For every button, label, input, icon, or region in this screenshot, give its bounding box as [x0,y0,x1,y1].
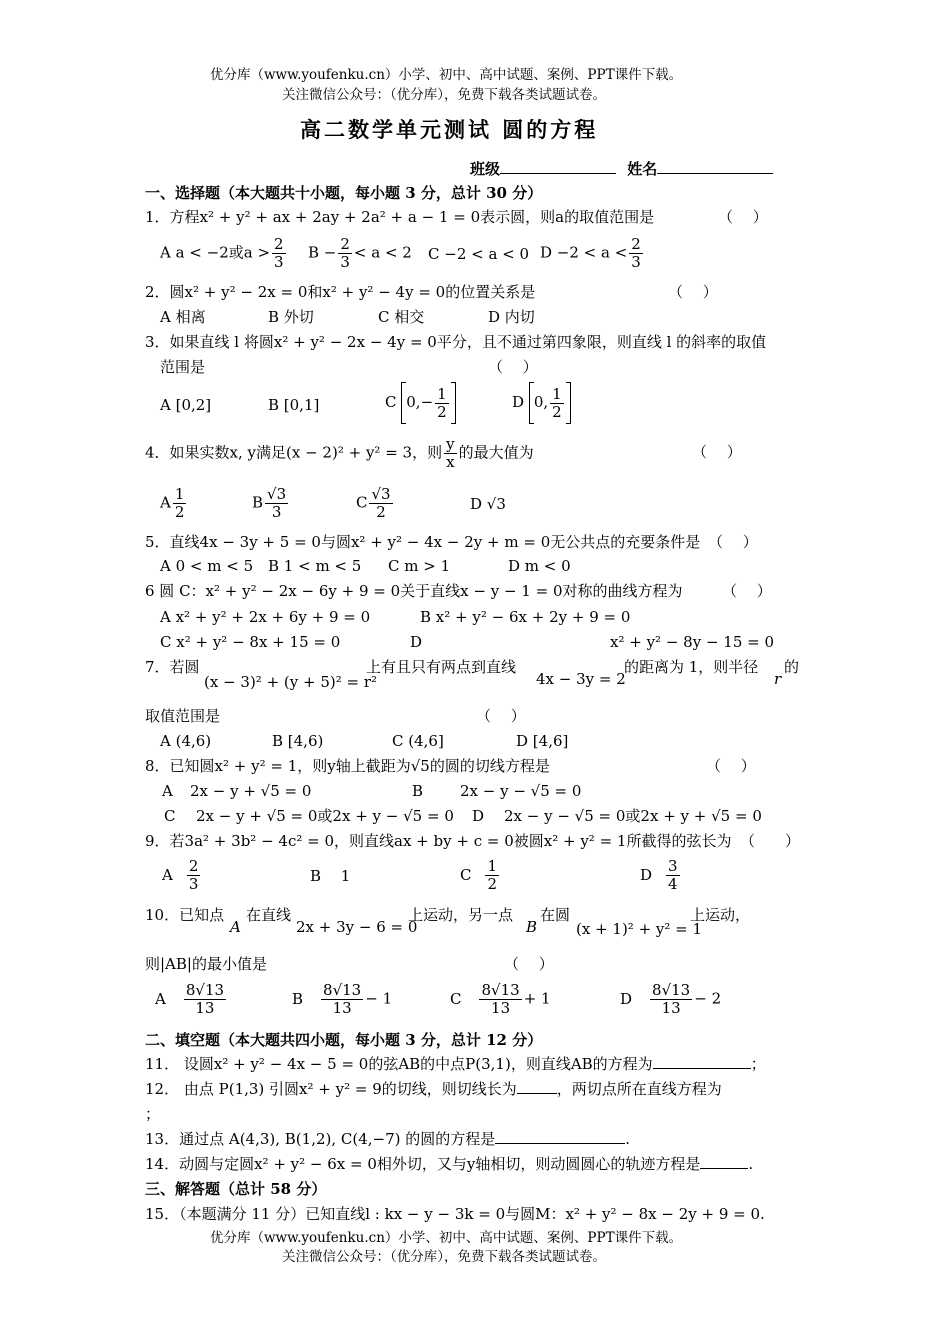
question-3-text: 3．如果直线 l 将圆x² + y² − 2x − 4y = 0平分，且不通过第四象限，则直线 l 的斜率的取值 [145,333,767,351]
q9a-pre: A [162,865,173,884]
question-10-option-d [620,982,721,1017]
q1a-num: 2 [274,235,284,253]
q13-end: . [625,1130,631,1148]
q3c-right-bracket [451,382,456,424]
q10a-num: 8√13 [185,981,225,999]
question-6-text: 6 圆 C：x² + y² − 2x − 6y + 9 = 0关于直线x − y − 1 = 0对称的曲线方程为 [145,582,683,600]
q14-end: . [748,1155,754,1173]
class-label: 班级 [470,160,501,178]
q9d-frac [666,858,680,893]
q3d-den: 2 [552,402,562,421]
question-10-t3: 上运动，另一点 [408,906,514,924]
question-7-line-eq: 4x − 3y = 2 [536,670,626,688]
q1b-num: 2 [340,235,350,253]
question-8-option-c-eq: 2x − y + √5 = 0或2x + y − √5 = 0 [196,807,454,825]
q1b-den: 3 [340,253,350,271]
question-4-option-a [160,486,188,521]
question-7-r: r [774,670,782,688]
section-2-heading: 二、填空题（本大题共四小题，每小题 3 分，总计 12 分） [145,1031,543,1049]
question-4-option-c [356,486,395,521]
q4b-frac [265,486,288,521]
question-5-answer-paren: （ ） [708,533,758,551]
question-3-option-b: B [0,1] [268,396,320,414]
question-2-text: 2．圆x² + y² − 2x = 0和x² + y² − 4y = 0的位置关系是 [145,283,536,301]
q11-text: 11． 设圆x² + y² − 4x − 5 = 0的弦AB的中点P(3,1)，则直线AB的方程为 [145,1055,653,1073]
q12-end: ； [145,1105,161,1123]
q10a-pre: A [155,989,166,1008]
q3d-right-bracket [566,382,571,424]
q3c-num: 1 [437,384,447,403]
question-10-t4: 在圆 [540,906,571,924]
question-8-option-b-eq: 2x − y − √5 = 0 [460,782,582,800]
question-10-line-eq: 2x + 3y − 6 = 0 [296,918,418,936]
question-4-option-d: D √3 [470,495,506,513]
q10c-den: 13 [491,999,511,1017]
q10d-pre: D [620,989,633,1008]
q10c-post: + 1 [523,989,551,1008]
q12-mid: ，两切点所在直线方程为 [556,1080,722,1098]
q4c-pre: C [356,493,368,512]
class-name-row [470,160,773,178]
q4a-den: 2 [174,503,185,521]
question-2-option-c: C 相交 [378,308,425,326]
question-8-option-a-eq: 2x − y + √5 = 0 [190,782,312,800]
question-10-option-b [292,982,392,1017]
question-8-option-d-eq: 2x − y − √5 = 0或2x + y + √5 = 0 [504,807,762,825]
question-6-option-b: B x² + y² − 6x + 2y + 9 = 0 [420,608,631,626]
question-7-circle-eq: (x − 3)² + (y + 5)² = r² [204,673,378,691]
question-5-option-d: D m < 0 [508,557,571,575]
q4-pre: 4．如果实数x, y满足(x − 2)² + y² = 3，则 [145,443,443,462]
q9c-den: 2 [487,875,498,893]
question-3-option-d [512,382,571,424]
question-2-answer-paren: （ ） [668,283,718,301]
question-10-point-a: A [230,918,241,936]
q4b-den: 3 [271,503,282,521]
q4-den: x [446,453,455,471]
footer-line-2: 关注微信公众号：（优分库），免费下载各类试题试卷。 [282,1249,606,1265]
question-10-option-a [155,982,228,1017]
q10b-post: − 1 [365,989,393,1008]
q10d-frac [650,982,692,1017]
q13-answer-blank[interactable] [495,1143,625,1144]
question-7-t1: 7．若圆 [145,658,200,676]
question-15-text: 15．（本题满分 11 分）已知直线l : kx − y − 3k = 0与圆M：x² + y² − 8x − 2y + 9 = 0. [145,1205,765,1223]
question-3-option-c [385,382,456,424]
question-5-text: 5．直线4x − 3y + 5 = 0与圆x² + y² − 4x − 2y + m = 0无公共点的充要条件是 [145,533,701,551]
q4a-frac [173,486,187,521]
question-1-option-d [540,236,645,271]
question-10-t5: 上运动， [690,906,751,924]
q12-text: 12． 由点 P(1,3) 引圆x² + y² = 9的切线，则切线长为 [145,1080,517,1098]
question-1-answer-paren: （ ） [718,208,768,226]
question-4-answer-paren: （ ） [692,443,742,461]
question-2-option-d: D 内切 [488,308,535,326]
question-7-option-d: D [4,6] [516,732,569,750]
q10c-num: 8√13 [481,981,520,999]
q1d-den: 3 [631,253,641,271]
question-10-circle-eq: (x + 1)² + y² = 1 [576,920,703,938]
question-2-option-a: A 相离 [160,308,206,326]
name-label: 姓名 [627,160,658,178]
question-10-t2: 在直线 [246,906,292,924]
question-10-point-b: B [526,918,538,936]
q9c-frac [485,858,499,893]
q1b-pre: B − [308,243,337,262]
question-5-option-c: C m > 1 [388,557,451,575]
question-4-option-b [252,486,290,521]
q4c-num: √3 [371,485,391,503]
q3d-pre: D [512,393,525,411]
question-7-t4: 的 [784,658,800,676]
q11-end: ； [750,1055,766,1073]
question-8-answer-paren: （ ） [706,757,756,775]
q4-post: 的最大值为 [458,443,534,462]
q10a-frac [184,982,226,1017]
q9c-pre: C [460,865,472,884]
question-4-text [145,436,534,471]
q10d-den: 13 [661,999,681,1017]
question-7-answer-paren: （ ） [476,707,526,725]
q4c-frac [369,486,392,521]
question-1-option-a [160,236,288,271]
q3c-den: 2 [437,402,447,421]
question-8-option-c: C [164,807,176,825]
question-8-option-d: D [472,807,485,825]
q9d-den: 4 [668,875,678,893]
q3d-num: 1 [552,384,562,403]
q1d-pre: D −2 < a < [540,243,628,262]
question-9-option-d [640,858,682,893]
question-3-text-cont: 范围是 [160,358,206,376]
q4-num: y [446,435,455,453]
question-6-option-a: A x² + y² + 2x + 6y + 9 = 0 [160,608,371,626]
q9d-pre: D [640,865,653,884]
question-8-text: 8．已知圆x² + y² = 1，则y轴上截距为√5的圆的切线方程是 [145,757,550,775]
q1b-post: < a < 2 [353,243,412,262]
q9d-num: 3 [668,857,678,875]
q10c-pre: C [450,989,462,1008]
question-7-option-a: A (4,6) [160,732,212,750]
q4a-num: 1 [174,485,185,503]
header-line-1: 优分库（www.youfenku.cn）小学、初中、高中试题、案例、PPT课件下载。 [210,67,683,83]
q9a-frac [187,858,201,893]
q14-answer-blank[interactable] [700,1168,748,1169]
q1a-pre: A a < −2或a > [160,243,271,262]
question-6-option-c: C x² + y² − 8x + 15 = 0 [160,633,341,651]
question-10-answer-paren: （ ） [504,955,554,973]
name-blank[interactable] [657,173,773,174]
header-line-2: 关注微信公众号：（优分库），免费下载各类试题试卷。 [282,87,606,103]
q3c-pre: C [385,393,397,411]
q10a-den: 13 [195,999,215,1017]
question-9-option-c [460,858,501,893]
section-1-heading: 一、选择题（本大题共十小题，每小题 3 分，总计 30 分） [145,184,543,202]
q3d-frac [550,386,564,421]
q9c-num: 1 [487,857,498,875]
question-6-option-d-equation: x² + y² − 8y − 15 = 0 [610,633,775,651]
q10b-pre: B [292,989,304,1008]
question-10-text-cont: 则|AB|的最小值是 [145,955,267,973]
q9a-num: 2 [188,857,199,875]
q13-text: 13．通过点 A(4,3), B(1,2), C(4,−7) 的圆的方程是 [145,1130,496,1148]
q4b-pre: B [252,493,264,512]
question-11 [145,1055,766,1073]
q1d-frac [629,236,643,271]
question-7-t3: 的距离为 1，则半径 [624,658,759,676]
q11-answer-blank[interactable] [653,1068,751,1069]
question-10-option-c [450,982,551,1017]
question-14 [145,1155,753,1173]
q14-text: 14．动圆与定圆x² + y² − 6x = 0相外切，又与y轴相切，则动圆圆心的轨迹方程是 [145,1155,701,1173]
question-3-answer-paren: （ ） [488,358,538,376]
q1d-num: 2 [631,235,641,253]
question-13 [145,1130,630,1148]
q10b-den: 13 [332,999,352,1017]
question-1-option-b [308,236,412,271]
footer-line-1: 优分库（www.youfenku.cn）小学、初中、高中试题、案例、PPT课件下载。 [210,1230,683,1246]
section-3-heading: 三、解答题（总计 58 分） [145,1180,327,1198]
question-6-option-d: D [410,633,423,651]
q1b-frac [338,236,352,271]
q1a-frac [272,236,286,271]
q4b-num: √3 [267,485,287,503]
question-6-answer-paren: （ ） [722,582,772,600]
question-7-option-c: C (4,6] [392,732,444,750]
question-7-option-b: B [4,6) [272,732,324,750]
q10b-num: 8√13 [323,981,362,999]
question-12 [145,1080,722,1098]
q4c-den: 2 [376,503,386,521]
question-5-option-b: B 1 < m < 5 [268,557,362,575]
question-1-text: 1．方程x² + y² + ax + 2ay + 2a² + a − 1 = 0表示圆，则a的取值范围是 [145,208,655,226]
question-9-answer-paren: （ ） [740,832,801,850]
question-9-option-a [162,858,202,893]
q4-frac [444,436,456,471]
question-5-option-a: A 0 < m < 5 [160,557,254,575]
question-9-text: 9．若3a² + 3b² − 4c² = 0，则直线ax + by + c = 0被圆x² + y² = 1所截得的弦长为 [145,832,732,850]
q10d-num: 8√13 [652,981,691,999]
question-8-option-a: A [162,782,173,800]
q3d-in: 0, [533,393,549,411]
question-9-option-b: B 1 [310,867,351,885]
question-1-option-c: C −2 < a < 0 [428,245,530,263]
question-7-t2: 上有且只有两点到直线 [366,658,517,676]
q10c-frac [479,982,521,1017]
question-3-option-a: A [0,2] [160,396,212,414]
q3c-in: 0,− [406,393,434,411]
page-title: 高二数学单元测试 圆的方程 [300,117,599,142]
q10d-post: − 2 [694,989,722,1008]
class-blank[interactable] [500,173,616,174]
question-2-option-b: B 外切 [268,308,314,326]
q10b-frac [321,982,363,1017]
q3c-frac [435,386,449,421]
q4a-pre: A [160,493,171,512]
q9a-den: 3 [188,875,199,893]
question-10-t1: 10．已知点 [145,906,225,924]
q12-blank-1[interactable] [517,1093,557,1094]
question-7-text-cont: 取值范围是 [145,707,221,725]
question-8-option-b: B [412,782,424,800]
q1a-den: 3 [274,253,284,271]
